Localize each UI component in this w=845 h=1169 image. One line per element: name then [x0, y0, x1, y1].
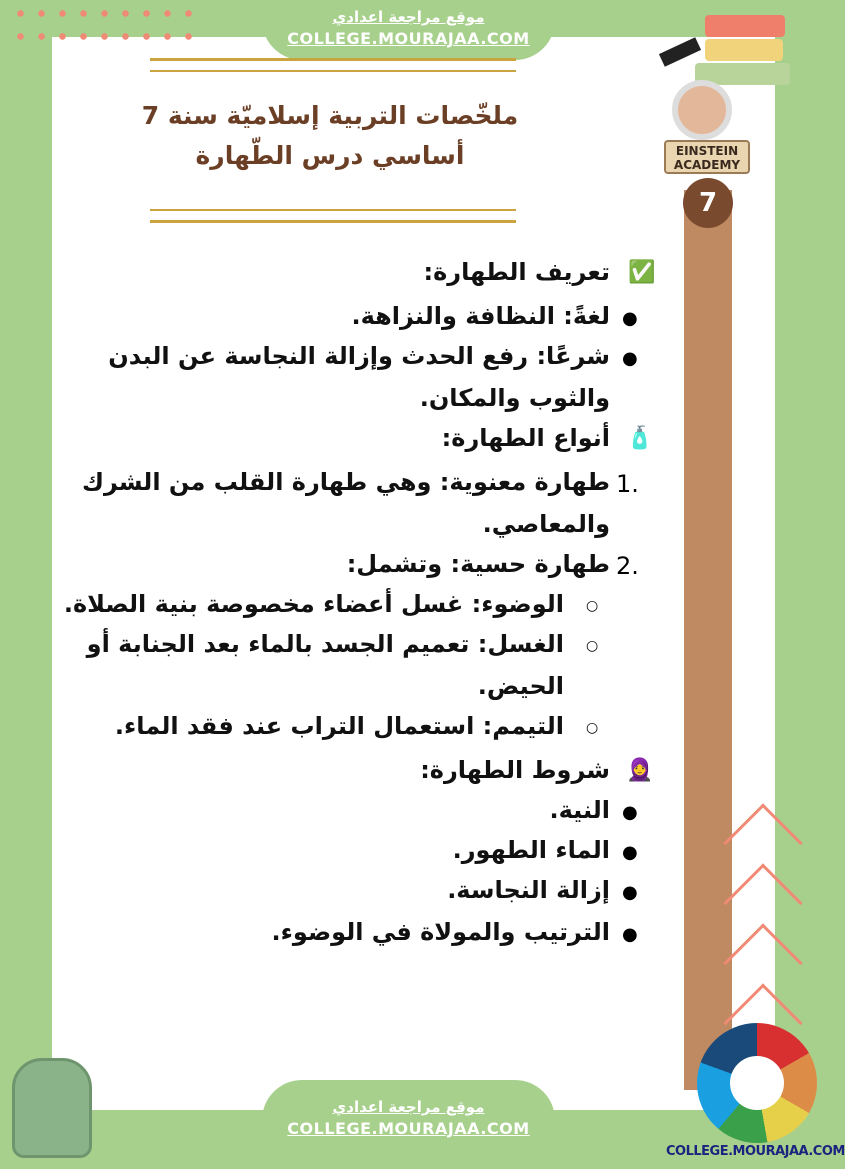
list-marker-icon: 1. [616, 470, 639, 498]
content-line: شروط الطهارة: [420, 756, 610, 784]
content-line: الترتيب والمولاة في الوضوء. [271, 918, 610, 946]
content-line: إزالة النجاسة. [447, 876, 610, 904]
header-site-name[interactable]: موقع مراجعة اعدادي [332, 8, 485, 26]
content-line: لغةً: النظافة والنزاهة. [351, 302, 610, 330]
list-marker-icon: ○ [586, 638, 599, 654]
content-line: طهارة حسية: وتشمل: [346, 550, 610, 578]
list-marker-icon: ● [622, 802, 638, 823]
list-marker-icon: ● [622, 308, 638, 329]
page-title [120, 96, 540, 176]
side-bar [684, 190, 732, 1090]
einstein-academy-logo: EINSTEIN ACADEMY [664, 140, 750, 174]
footer-logo-url: COLLEGE.MOURAJAA.COM [666, 1144, 845, 1159]
subjects-ring-logo [697, 1023, 817, 1143]
list-marker-icon: ● [622, 882, 638, 903]
list-marker-icon: 2. [616, 552, 639, 580]
content-line: الوضوء: غسل أعضاء مخصوصة بنية الصلاة. [63, 590, 564, 618]
content-line: أنواع الطهارة: [441, 424, 610, 452]
footer-tab [262, 1080, 555, 1169]
list-marker-icon: ○ [586, 598, 599, 614]
content-line: الغسل: تعميم الجسد بالماء بعد الجنابة أو [86, 630, 564, 658]
title-line-1: ملخّصات التربية إسلاميّة سنة 7 [141, 101, 519, 130]
title-line-2: أساسي درس الطّهارة [195, 141, 465, 170]
list-marker-icon: 🧴 [626, 426, 654, 451]
grade-badge: 7 [683, 178, 733, 228]
decorative-dots [10, 2, 200, 54]
content-line: شرعًا: رفع الحدث وإزالة النجاسة عن البدن [108, 342, 610, 370]
content-line: والثوب والمكان. [419, 384, 610, 412]
list-marker-icon: ○ [586, 720, 599, 736]
list-marker-icon: ✅ [628, 260, 656, 285]
footer-site-name[interactable]: موقع مراجعة اعدادي [332, 1098, 485, 1116]
content-line: الحيض. [477, 672, 564, 700]
header-site-link[interactable]: COLLEGE.MOURAJAA.COM [287, 29, 530, 48]
content-line: التيمم: استعمال التراب عند فقد الماء. [114, 712, 564, 740]
content-line: تعريف الطهارة: [423, 258, 610, 286]
list-marker-icon: ● [622, 924, 638, 945]
content-line: والمعاصي. [482, 510, 610, 538]
list-marker-icon: ● [622, 842, 638, 863]
header-tab [262, 0, 555, 60]
list-marker-icon: 🧕 [626, 758, 654, 783]
content-line: الماء الطهور. [452, 836, 610, 864]
backpack-icon [12, 1058, 92, 1158]
footer-site-link[interactable]: COLLEGE.MOURAJAA.COM [287, 1119, 530, 1138]
list-marker-icon: ● [622, 348, 638, 369]
einstein-avatar [672, 80, 732, 140]
content-line: النية. [549, 796, 610, 824]
content-line: طهارة معنوية: وهي طهارة القلب من الشرك [81, 468, 610, 496]
